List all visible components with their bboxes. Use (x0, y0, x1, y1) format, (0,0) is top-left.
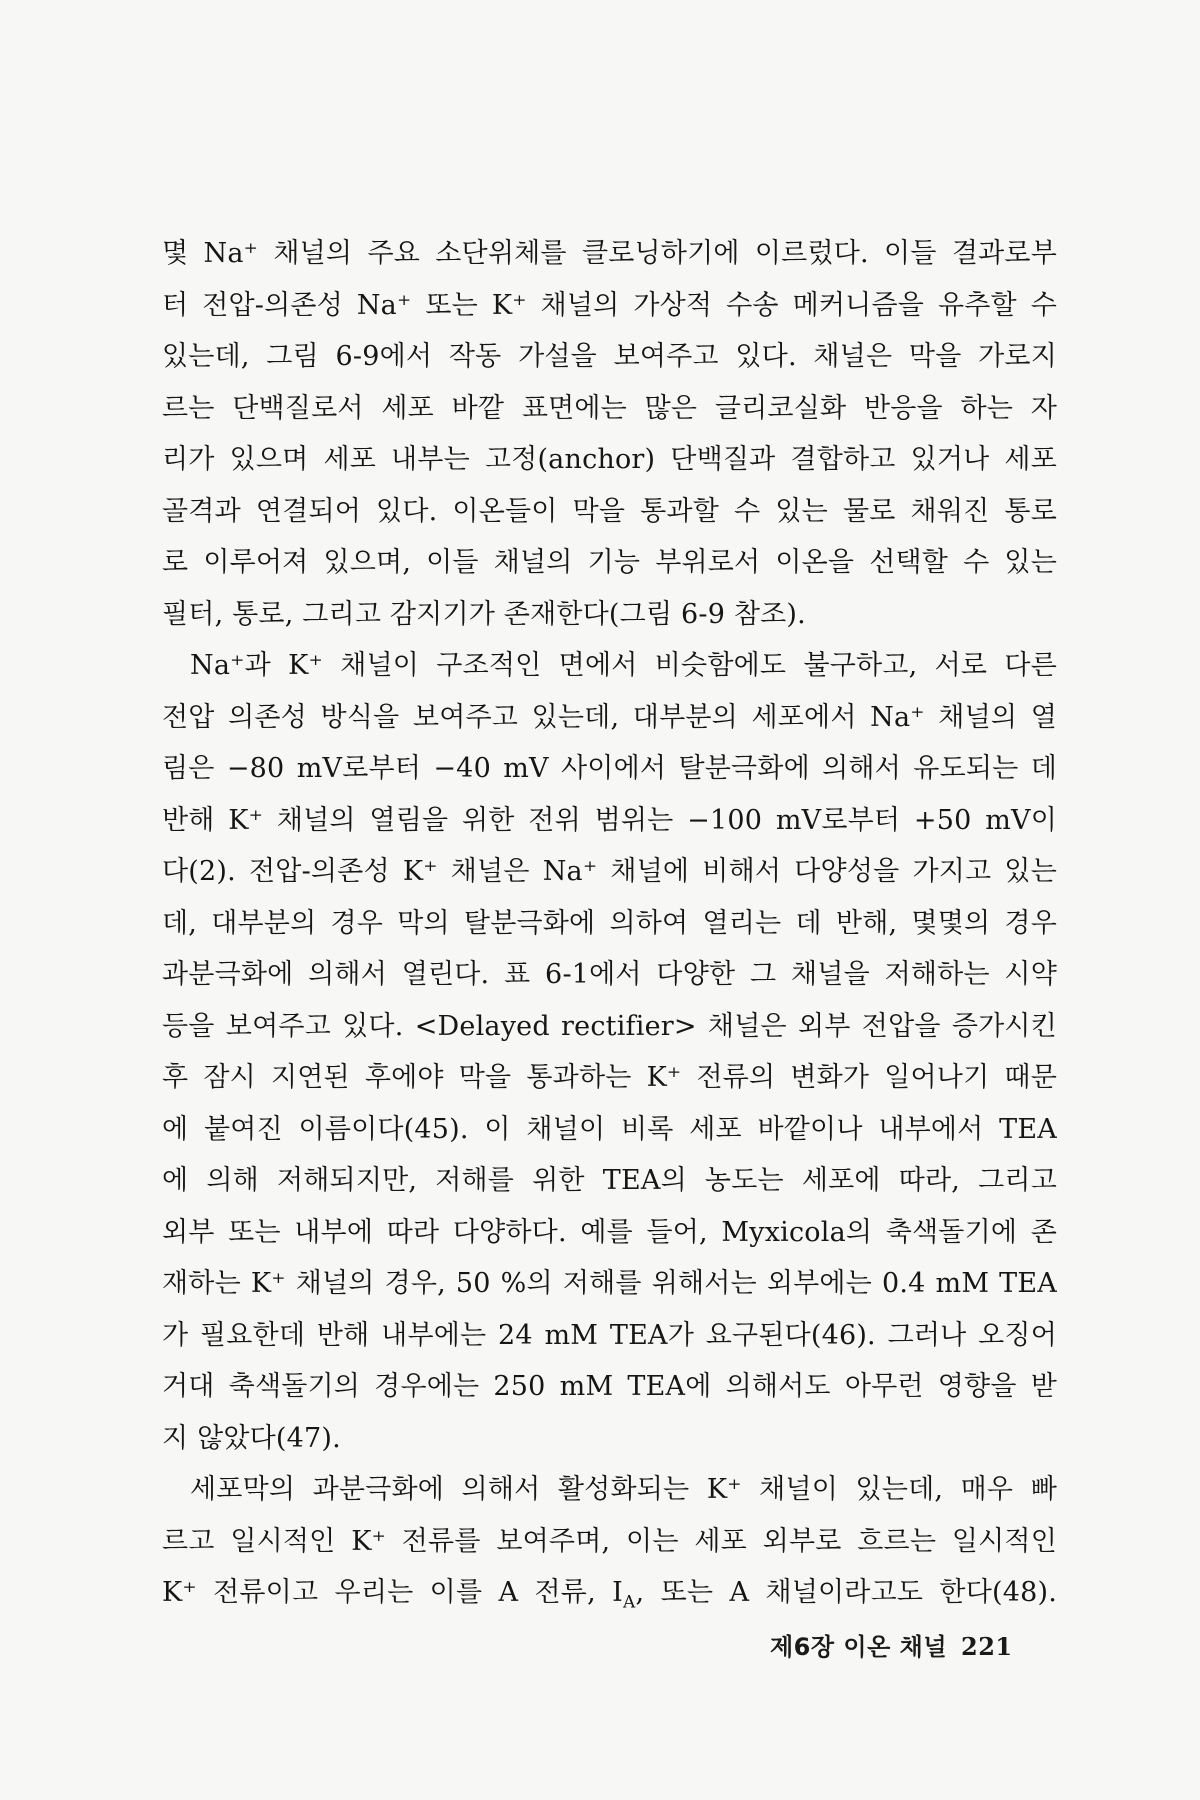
text-line (162, 1567, 1057, 1619)
text-line: 후 잠시 지연된 후에야 막을 통과하는 K⁺ 전류의 변화가 일어나기 때문 (162, 1062, 1057, 1093)
text-segment: K⁺ 전류이고 우리는 이를 A 전류, I (162, 1577, 624, 1608)
paragraph-2 (162, 640, 1057, 1464)
body-text (162, 228, 1057, 1619)
paragraph-1 (162, 228, 1057, 640)
text-line: 반해 K⁺ 채널의 열림을 위한 전위 범위는 −100 mV로부터 +50 mV이 (162, 804, 1057, 836)
text-line: 거대 축색돌기의 경우에는 250 mM TEA에 의해서도 아무런 영향을 받 (162, 1371, 1057, 1402)
text-line: 몇 Na⁺ 채널의 주요 소단위체를 클로닝하기에 이르렀다. 이들 결과로부 (162, 238, 1057, 269)
text-line: 로 이루어져 있으며, 이들 채널의 기능 부위로서 이온을 선택할 수 있는 (162, 547, 1057, 578)
text-line: 있는데, 그림 6-9에서 작동 가설을 보여주고 있다. 채널은 막을 가로지 (162, 341, 1057, 372)
page-number: 221 (961, 1632, 1013, 1661)
paragraph-3 (162, 1464, 1057, 1619)
text-line: 등을 보여주고 있다. <Delayed rectifier> 채널은 외부 전압을 증가시킨 (162, 1010, 1057, 1042)
chapter-title: 제6장 이온 채널 (770, 1633, 948, 1661)
text-segment: , 또는 A 채널이라고도 한다(48). (635, 1577, 1057, 1608)
text-line: 리가 있으며 세포 내부는 고정(anchor) 단백질과 결합하고 있거나 세포 (162, 444, 1057, 475)
text-line: 터 전압-의존성 Na⁺ 또는 K⁺ 채널의 가상적 수송 메커니즘을 유추할 수 (162, 289, 1057, 321)
text-line: 골격과 연결되어 있다. 이온들이 막을 통과할 수 있는 물로 채워진 통로 (162, 495, 1057, 527)
text-line: 외부 또는 내부에 따라 다양하다. 예를 들어, Myxicola의 축색돌기에 존 (162, 1216, 1057, 1248)
text-line: 세포막의 과분극화에 의해서 활성화되는 K⁺ 채널이 있는데, 매우 빠 (190, 1474, 1057, 1505)
text-line: 에 붙여진 이름이다(45). 이 채널이 비록 세포 바깥이나 내부에서 TEA (162, 1113, 1057, 1145)
text-line: 과분극화에 의해서 열린다. 표 6-1에서 다양한 그 채널을 저해하는 시약 (162, 959, 1057, 990)
text-line: 데, 대부분의 경우 막의 탈분극화에 의하여 열리는 데 반해, 몇몇의 경우 (162, 907, 1057, 939)
text-line: 르고 일시적인 K⁺ 전류를 보여주며, 이는 세포 외부로 흐르는 일시적인 (162, 1525, 1057, 1557)
text-line: 가 필요한데 반해 내부에는 24 mM TEA가 요구된다(46). 그러나 오징어 (162, 1319, 1057, 1351)
text-line: 에 의해 저해되지만, 저해를 위한 TEA의 농도는 세포에 따라, 그리고 (162, 1165, 1057, 1196)
text-line: 르는 단백질로서 세포 바깥 표면에는 많은 글리코실화 반응을 하는 자 (162, 392, 1057, 424)
text-line: 림은 −80 mV로부터 −40 mV 사이에서 탈분극화에 의해서 유도되는 데 (162, 753, 1057, 784)
page-footer (770, 1627, 1013, 1662)
text-line: 재하는 K⁺ 채널의 경우, 50 %의 저해를 위해서는 외부에는 0.4 mM TEA (162, 1268, 1057, 1299)
text-line: 필터, 통로, 그리고 감지기가 존재한다(그림 6-9 참조). (162, 598, 806, 630)
text-line: 다(2). 전압-의존성 K⁺ 채널은 Na⁺ 채널에 비해서 다양성을 가지고 있는 (162, 856, 1057, 887)
subscript-a: A (623, 1592, 636, 1613)
text-line: 전압 의존성 방식을 보여주고 있는데, 대부분의 세포에서 Na⁺ 채널의 열 (162, 701, 1057, 733)
text-line: 지 않았다(47). (162, 1422, 341, 1454)
text-line: Na⁺과 K⁺ 채널이 구조적인 면에서 비슷함에도 불구하고, 서로 다른 (190, 650, 1057, 681)
